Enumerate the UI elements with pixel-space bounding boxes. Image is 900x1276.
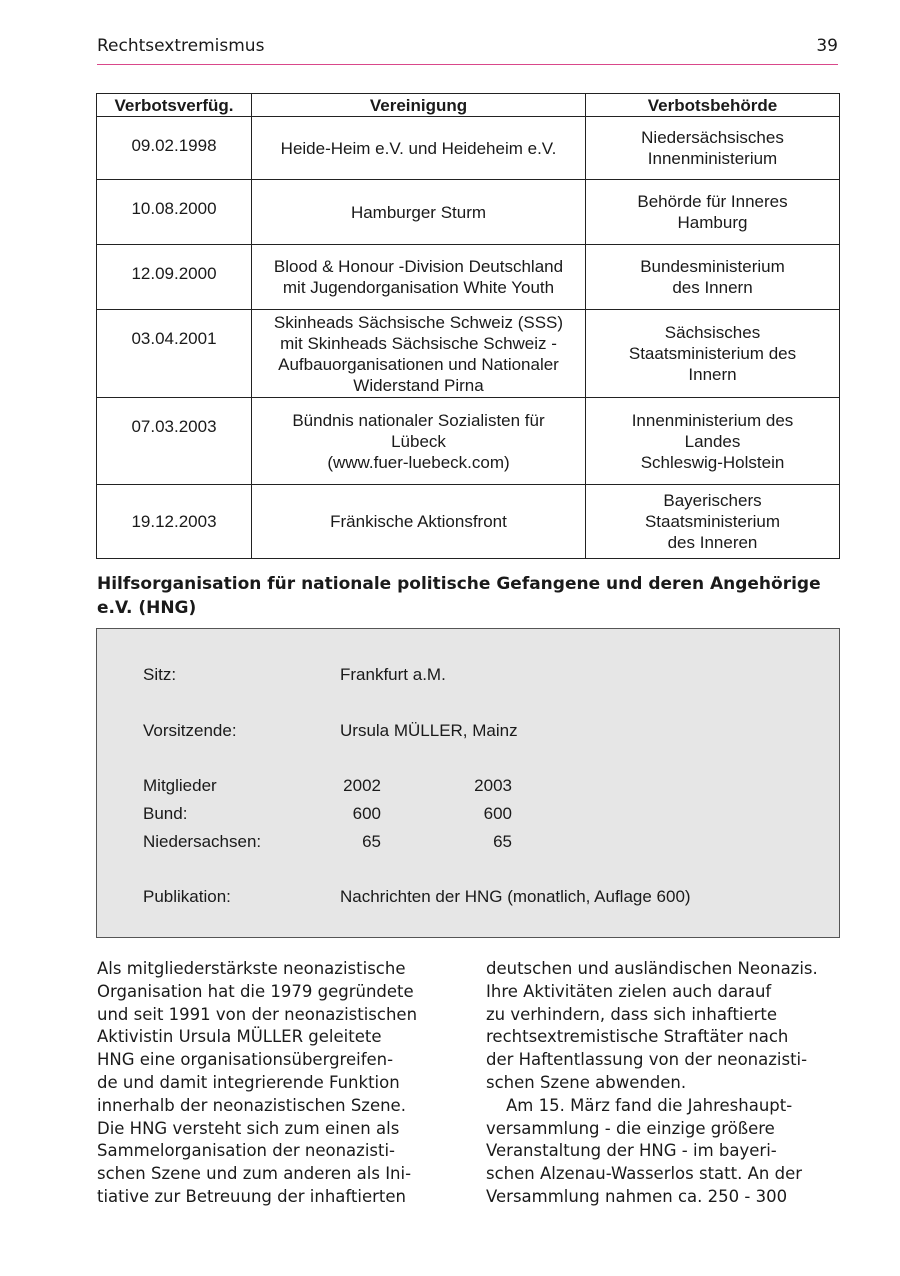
ban-date: 10.08.2000 (97, 180, 252, 245)
text-line: und seit 1991 von der neonazistischen (97, 1004, 418, 1024)
chair-value: Ursula MÜLLER, Mainz (340, 721, 518, 740)
banned-organization: Heide-Heim e.V. und Heideheim e.V. (252, 117, 586, 180)
body-paragraph (97, 958, 447, 1209)
hng-info-box (96, 628, 840, 938)
column-header-authority: Verbotsbehörde (586, 94, 840, 117)
members-label: Mitglieder (143, 776, 217, 795)
text-line: innerhalb der neonazistischen Szene. (97, 1095, 406, 1115)
federal-label: Bund: (143, 804, 188, 823)
column-header-date: Verbotsverfüg. (97, 94, 252, 117)
seat-label: Sitz: (143, 665, 177, 684)
lower-saxony-2002-value: 65 (362, 832, 381, 851)
text-line: Organisation hat die 1979 gegründete (97, 981, 414, 1001)
hng-section-title: Hilfsorganisation für nationale politische Gefangene und deren Angehörige e.V. (HNG) (97, 574, 821, 618)
ban-date: 12.09.2000 (97, 245, 252, 310)
text-line: de und damit integrierende Funktion (97, 1072, 400, 1092)
body-column-right (486, 958, 836, 1209)
seat-value: Frankfurt a.M. (340, 665, 446, 684)
table-row (97, 180, 840, 245)
table-row (97, 245, 840, 310)
text-line: schen Alzenau-Wasserlos statt. An der (486, 1164, 802, 1184)
text-line: Versammlung nahmen ca. 250 - 300 (486, 1186, 788, 1206)
text-line: tiative zur Betreuung der inhaftierten (97, 1186, 406, 1206)
column-header-organization: Vereinigung (252, 94, 586, 117)
table-row (97, 117, 840, 180)
text-line: versammlung - die einzige größere (486, 1118, 775, 1138)
body-column-left (97, 958, 447, 1209)
banned-organization: Bündnis nationaler Sozialisten für Lübeck (www.fuer-luebeck.com) (252, 398, 586, 485)
page-number: 39 (816, 36, 838, 56)
banned-organization: Skinheads Sächsische Schweiz (SSS) mit Skinheads Sächsische Schweiz - Aufbauorganisationen und Nationaler Widerstand Pirna (252, 310, 586, 398)
ban-authority: Behörde für Inneres Hamburg (586, 180, 840, 245)
text-line: schen Szene abwenden. (486, 1072, 687, 1092)
body-paragraph (486, 1095, 836, 1209)
text-line: Sammelorganisation der neonazisti- (97, 1141, 396, 1161)
ban-table-header-row (97, 94, 840, 117)
text-line: Am 15. März fand die Jahreshaupt- (506, 1095, 793, 1115)
table-row (97, 398, 840, 485)
ban-authority: Niedersächsisches Innenministerium (586, 117, 840, 180)
ban-authority: Sächsisches Staatsministerium des Innern (586, 310, 840, 398)
text-line: deutschen und ausländischen Neonazis. (486, 959, 818, 978)
ban-date: 19.12.2003 (97, 485, 252, 559)
publication-value: Nachrichten der HNG (monatlich, Auflage 600) (340, 887, 691, 906)
text-line: Die HNG versteht sich zum einen als (97, 1118, 400, 1138)
text-line: Ihre Aktivitäten zielen auch darauf (486, 981, 772, 1001)
ban-date: 07.03.2003 (97, 398, 252, 485)
lower-saxony-2003-value: 65 (493, 832, 512, 851)
banned-organization: Fränkische Aktionsfront (252, 485, 586, 559)
ban-authority: Bayerischers Staatsministerium des Inneren (586, 485, 840, 559)
ban-table (96, 93, 840, 559)
federal-2002-value: 600 (352, 804, 381, 823)
year-2002-header: 2002 (343, 776, 381, 795)
header-section-title: Rechtsextremismus (97, 36, 265, 56)
banned-organization: Blood & Honour -Division Deutschland mit Jugendorganisation White Youth (252, 245, 586, 310)
banned-organization: Hamburger Sturm (252, 180, 586, 245)
ban-authority: Bundesministerium des Innern (586, 245, 840, 310)
publication-label: Publikation: (143, 887, 231, 906)
text-line: Als mitgliederstärkste neonazistische (97, 959, 406, 978)
table-row (97, 310, 840, 398)
text-line: rechtsextremistische Straftäter nach (486, 1027, 789, 1047)
ban-date: 09.02.1998 (97, 117, 252, 180)
table-row (97, 485, 840, 559)
lower-saxony-label: Niedersachsen: (143, 832, 262, 851)
text-line: Aktivistin Ursula MÜLLER geleitete (97, 1027, 382, 1047)
text-line: zu verhindern, dass sich inhaftierte (486, 1004, 778, 1024)
year-2003-header: 2003 (474, 776, 512, 795)
running-header (97, 36, 838, 65)
chair-label: Vorsitzende: (143, 721, 237, 740)
ban-authority: Innenministerium des Landes Schleswig-Holstein (586, 398, 840, 485)
text-line: der Haftentlassung von der neonazisti- (486, 1050, 808, 1070)
ban-date: 03.04.2001 (97, 310, 252, 398)
text-line: schen Szene und zum anderen als Ini- (97, 1164, 412, 1184)
federal-2003-value: 600 (483, 804, 512, 823)
body-paragraph (486, 958, 836, 1095)
text-line: Veranstaltung der HNG - im bayeri- (486, 1141, 777, 1161)
text-line: HNG eine organisationsübergreifen- (97, 1050, 394, 1070)
